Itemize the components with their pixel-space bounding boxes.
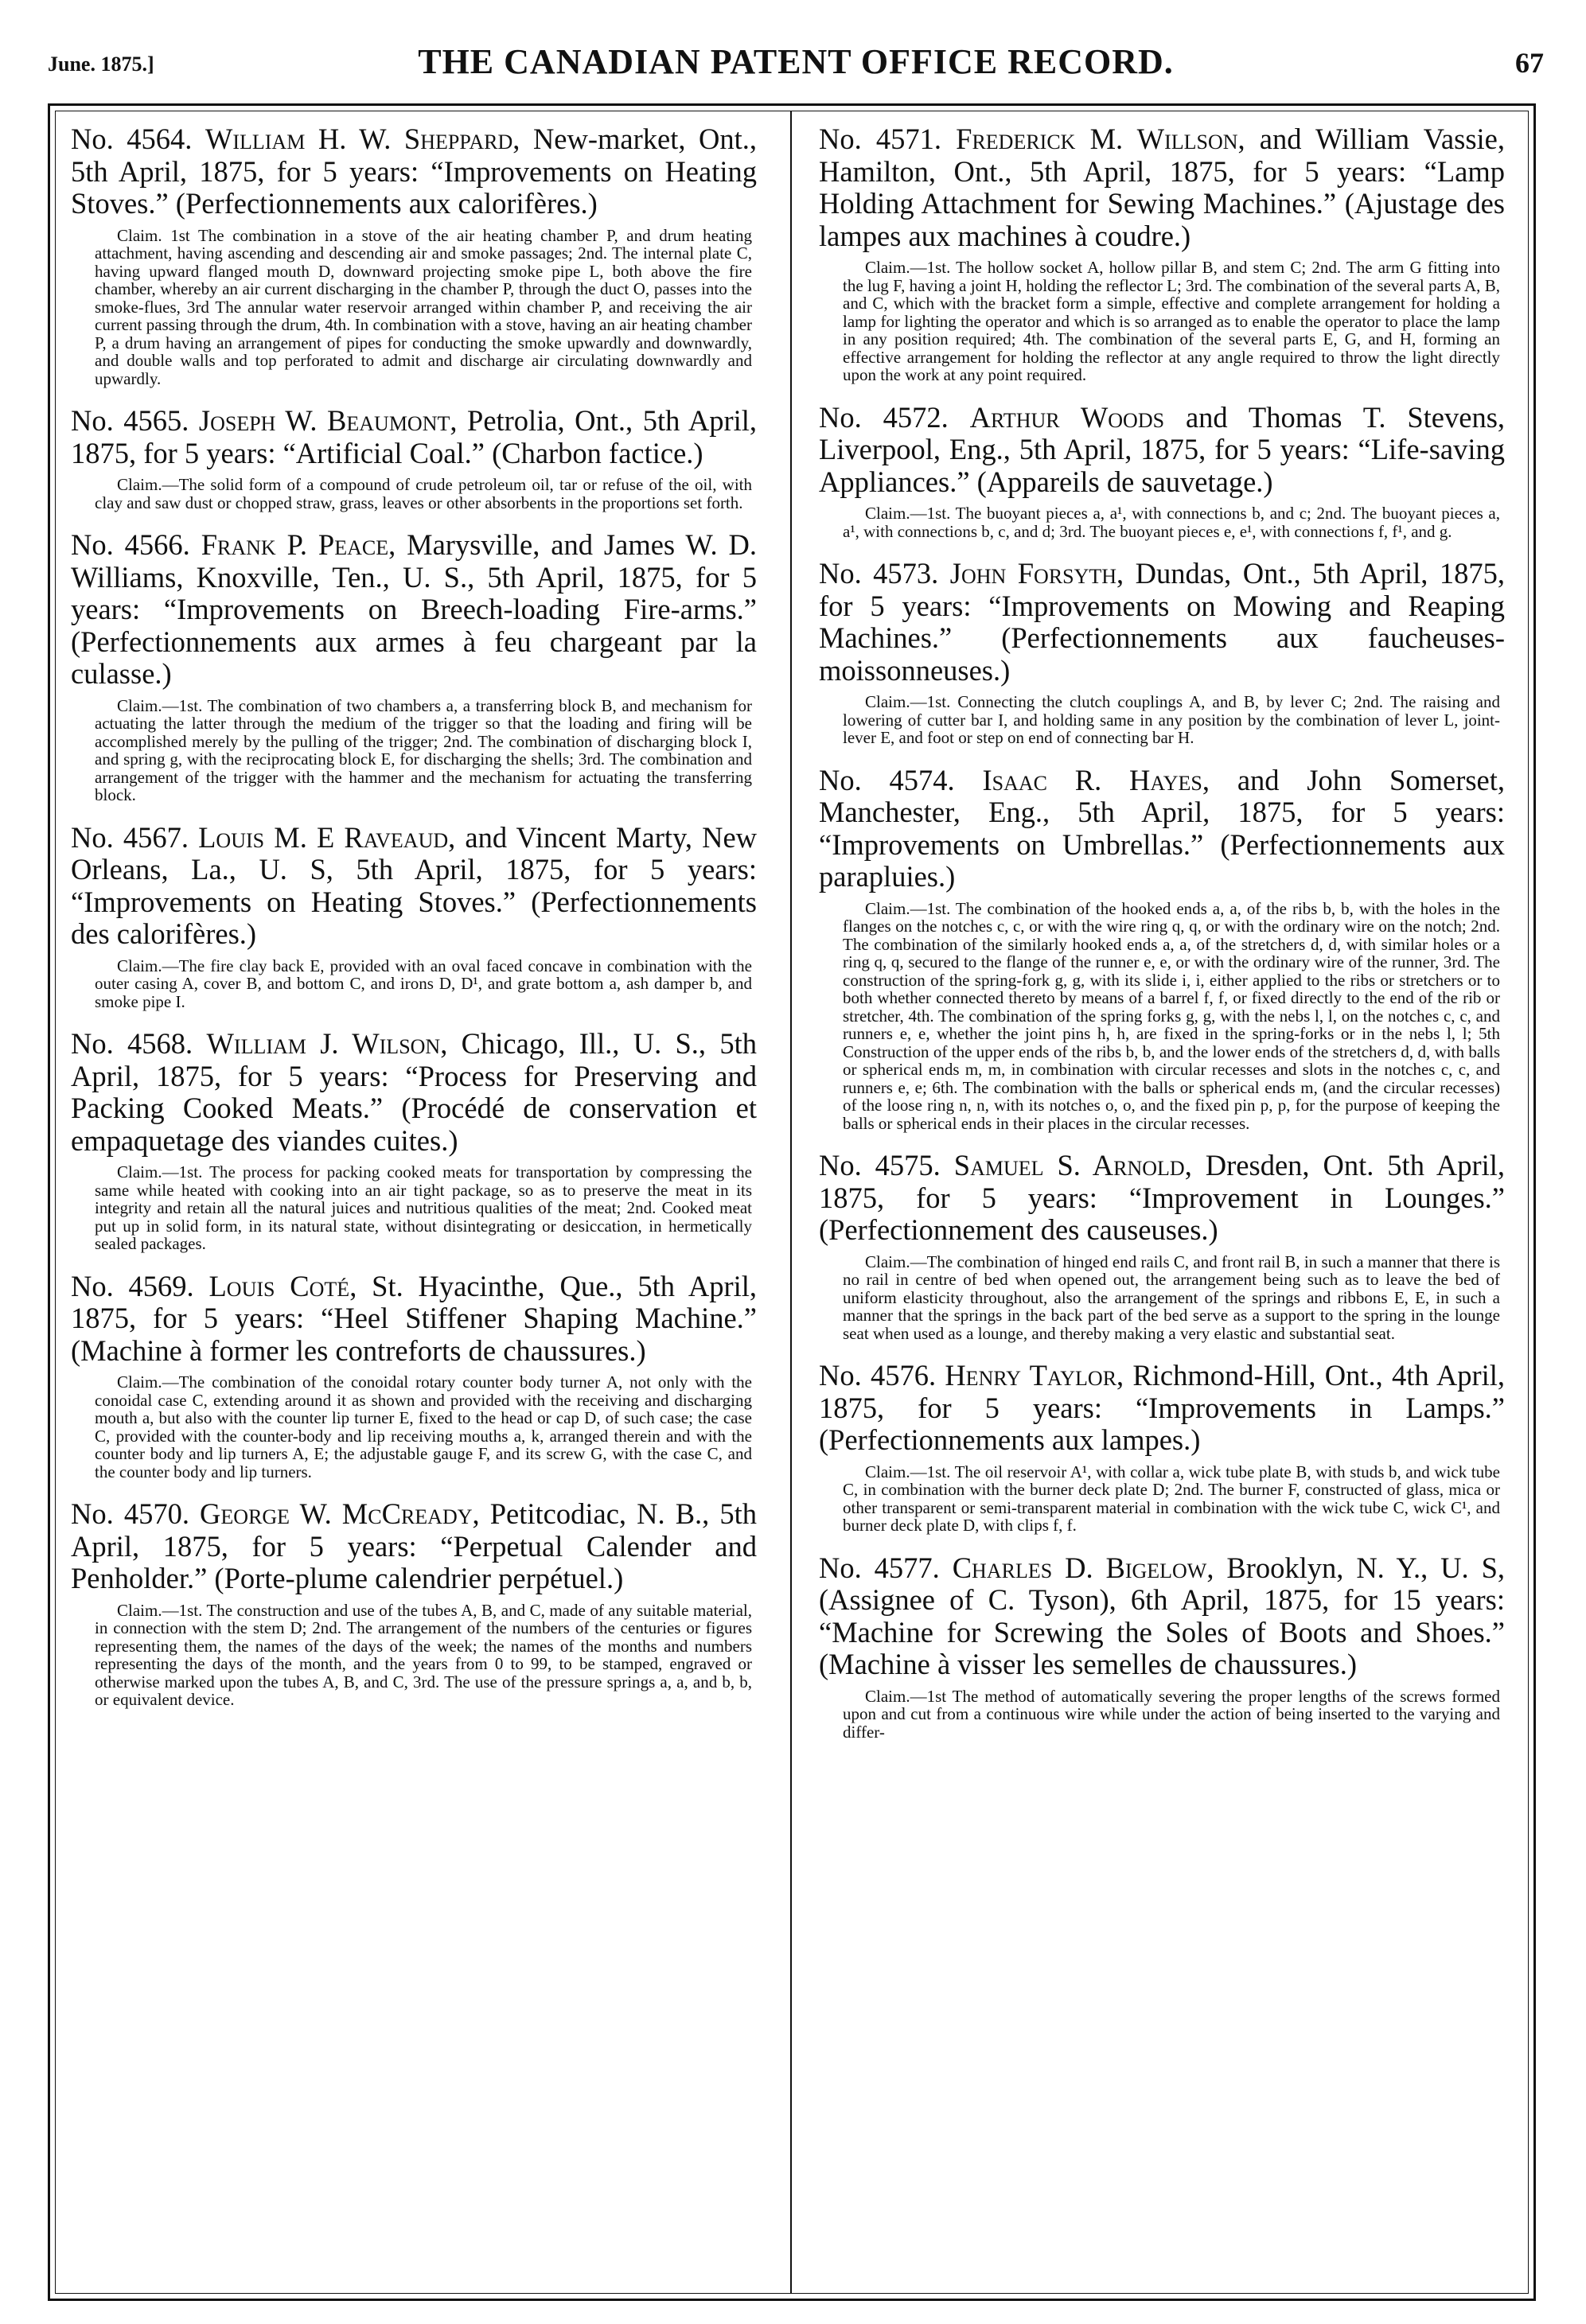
patent-description: Petitcodiac, N. B., 5th April, 1875, for 5 years: “Perpetual Calender and Penholder.” (Porte-plume calendrier perpétuel.) bbox=[71, 1497, 758, 1594]
patent-claim: Claim.—1st. The process for packing cooked meats for transportation by compressing the same while heated with cooking into an air tight package, so as to preserve the meat in its integrity and retain all the natural juices and nutritious qualities of the meat; 2nd. Cooked meat put up in solid form, in its natural state, without disintegrating or desiccation, in hermetically sealed packages. bbox=[95, 1162, 752, 1253]
patent-claim: Claim.—The combination of the conoidal rotary counter body turner A, not only with the conoidal case C, extending around it as shown and provided with the receiving and discharging mouth a, but also with the counter lip turner E, fixed to the head or cap D, of such case; the case C, provided with the counter-body and lip receiving mouths a, k, arranged therein and with the counter body and lip turners A, E; the adjustable gauge F, and its screw G, with the case C, and the counter body and lip turners. bbox=[95, 1372, 752, 1481]
patent-entry-4568 bbox=[71, 1028, 757, 1253]
patent-description: St. Hyacinthe, Que., 5th April, 1875, for 5 years: “Heel Stiffener Shaping Machine.” (Machine à former les contreforts de chaussures.) bbox=[71, 1269, 758, 1367]
patent-number: No. 4566. bbox=[71, 528, 190, 561]
patentee-names: William J. Wilson, bbox=[206, 1027, 448, 1060]
patent-description: Brooklyn, N. Y., U. S, (Assignee of C. Tyson), 6th April, 1875, for 15 years: “Machine for Screwing the Soles of Boots and Shoes.” (Machine à visser les semelles de chaussures.) bbox=[819, 1551, 1506, 1680]
patentee-names: Arthur Woods bbox=[969, 400, 1165, 434]
publication-title: THE CANADIAN PATENT OFFICE RECORD. bbox=[418, 42, 1174, 81]
issue-date: June. 1875.] bbox=[48, 53, 154, 76]
patent-entry-4577 bbox=[819, 1552, 1505, 1742]
patent-number: No. 4565. bbox=[71, 404, 189, 437]
patent-description: Dresden, Ont. 5th April, 1875, for 5 years: “Improvement in Lounges.” (Perfectionnement des causeuses.) bbox=[819, 1149, 1506, 1246]
patentee-names: William H. W. Sheppard, bbox=[205, 123, 520, 155]
patent-entry-4576 bbox=[819, 1360, 1505, 1535]
patent-claim: Claim.—The fire clay back E, provided with an oval faced concave in combination with the outer casing A, cover B, and bottom C, and irons D, D¹, and grate bottom a, ash damper b, and smoke pipe I. bbox=[95, 956, 752, 1011]
patent-heading bbox=[819, 123, 1505, 252]
patent-heading bbox=[71, 123, 757, 220]
patent-heading bbox=[71, 1498, 757, 1595]
patentee-names: Samuel S. Arnold, bbox=[953, 1149, 1192, 1181]
patent-description: Petrolia, Ont., 5th April, 1875, for 5 years: “Artificial Coal.” (Charbon factice.) bbox=[71, 404, 758, 469]
patentee-names: Joseph W. Beaumont, bbox=[198, 404, 458, 437]
patent-claim: Claim.—The solid form of a compound of crude petroleum oil, tar or refuse of the oil, with clay and saw dust or chopped straw, grass, leaves or other absorbents in the proportions set forth. bbox=[95, 475, 752, 512]
patentee-names: Charles D. Bigelow, bbox=[952, 1551, 1214, 1584]
patentee-names: John Forsyth, bbox=[949, 557, 1124, 590]
patent-entry-4565 bbox=[71, 405, 757, 512]
patent-number: No. 4575. bbox=[819, 1149, 941, 1181]
patent-description: New-market, Ont., 5th April, 1875, for 5 years: “Improvements on Heating Stoves.” (Perfectionnements aux calorifères.) bbox=[71, 123, 757, 220]
patent-description: Chicago, Ill., U. S., 5th April, 1875, for 5 years: “Process for Preserving and Packing Cooked Meats.” (Procédé de conservation et empaquetage des viandes cuites.) bbox=[71, 1027, 757, 1157]
patent-entry-4575 bbox=[819, 1150, 1505, 1342]
patent-heading bbox=[71, 1028, 757, 1157]
patent-number: No. 4572. bbox=[819, 400, 949, 434]
left-column bbox=[71, 123, 757, 1726]
patent-claim: Claim. 1st The combination in a stove of the air heating chamber P, and drum heating attachment, having ascending and descending air and smoke passages; 2nd. The internal plate C, having upward flanged mouth D, downward projecting smoke pipe L, both above the fire chamber, whereby an air current discharging in the chamber P, through the duct O, passes into the smoke-flues, 3rd The annular water reservoir arranged within chamber P, and receiving the air current passing through the drum, 4th. In combination with a stove, having an air heating chamber P, a drum having an arrangement of pipes for conducting the smoke upwardly and downwardly, and double walls and top perforated to admit and discharge air circulating downwardly and upwardly. bbox=[95, 225, 752, 388]
page-header bbox=[48, 41, 1544, 91]
patent-heading bbox=[819, 1552, 1505, 1681]
patent-heading bbox=[71, 1271, 757, 1368]
patent-heading bbox=[71, 822, 757, 951]
patent-entry-4571 bbox=[819, 123, 1505, 384]
patent-entry-4570 bbox=[71, 1498, 757, 1709]
patent-number: No. 4569. bbox=[71, 1269, 194, 1302]
patentee-names: Isaac R. Hayes, bbox=[982, 763, 1210, 796]
patentee-names: Louis Coté, bbox=[208, 1269, 357, 1302]
patent-number: No. 4573. bbox=[819, 557, 939, 590]
patent-number: No. 4564. bbox=[71, 123, 193, 155]
patent-number: No. 4568. bbox=[71, 1027, 193, 1060]
patent-description: and Thomas T. Stevens, Liverpool, Eng., 5th April, 1875, for 5 years: “Life-saving Appliances.” (Appareils de sauvetage.) bbox=[819, 400, 1506, 498]
patent-entry-4574 bbox=[819, 765, 1505, 1133]
page-number: 67 bbox=[1515, 47, 1544, 79]
patent-entry-4569 bbox=[71, 1271, 757, 1481]
patent-claim: Claim.—1st. The hollow socket A, hollow pillar B, and stem C; 2nd. The arm G fitting into the lug F, having a joint H, holding the reflector L; 3rd. The combination of the several parts A, B, and C, which with the bracket form a simple, effective and complete arrangement for holding a lamp for lighting the operator and which is so arranged as to enable the operator to place the lamp in any position required; 4th. The combination of the several parts E, G, and H, forming an effective arrangement for holding the reflector at any angle required to throw the light directly upon the work at any point required. bbox=[843, 258, 1500, 384]
patent-claim: Claim.—1st. The buoyant pieces a, a¹, with connections b, and c; 2nd. The buoyant pieces a, a¹, with connections b, c, and d; 3rd. The buoyant pieces e, e¹, with connections f, f¹, and g. bbox=[843, 504, 1500, 541]
right-column bbox=[819, 123, 1505, 1758]
patent-entry-4564 bbox=[71, 123, 757, 387]
patent-number: No. 4576. bbox=[819, 1359, 937, 1392]
patent-claim: Claim.—The combination of hinged end rails C, and front rail B, in such a manner that there is no rail in centre of bed when opened out, the arrangement being such as to leave the bed of uniform elasticity throughout, also the arrangement of the springs and ribbons E, E, in such a manner that the springs in the back part of the bed serve as a support to the spring in the lounge seat when used as a lounge, and thereby making a very elastic and substantial seat. bbox=[843, 1252, 1500, 1343]
patent-entry-4566 bbox=[71, 529, 757, 804]
column-divider bbox=[790, 111, 792, 2294]
patentee-names: George W. McCready, bbox=[200, 1497, 480, 1530]
patent-claim: Claim.—1st. Connecting the clutch couplings A, and B, by lever C; 2nd. The raising and lowering of cutter bar I, and holding same in any position by the combination of lever L, joint-lever E, and foot or step on end of connecting bar H. bbox=[843, 692, 1500, 747]
patent-heading bbox=[819, 558, 1505, 687]
page-frame bbox=[48, 103, 1536, 2301]
patent-number: No. 4570. bbox=[71, 1497, 189, 1530]
patent-description: and John Somerset, Manchester, Eng., 5th April, 1875, for 5 years: “Improvements on Umbrellas.” (Perfectionnements aux parapluies.) bbox=[819, 763, 1506, 893]
patent-heading bbox=[819, 1360, 1505, 1457]
patent-claim: Claim.—1st. The combination of two chambers a, a transferring block B, and mechanism for actuating the latter through the medium of the trigger so that the loading and firing will be accomplished merely by the pulling of the trigger; 2nd. The combination of discharging block I, and spring g, with the reciprocating block E, for discharging the shells; 3rd. The combination and arrangement of the trigger with the hammer and the mechanism for actuating the transferring block. bbox=[95, 695, 752, 804]
patentee-names: Henry Taylor, bbox=[945, 1359, 1124, 1392]
patent-number: No. 4571. bbox=[819, 123, 941, 155]
patent-description: Richmond-Hill, Ont., 4th April, 1875, for 5 years: “Improvements in Lamps.” (Perfectionnements aux lampes.) bbox=[819, 1359, 1506, 1456]
patent-heading bbox=[819, 1150, 1505, 1247]
patent-entry-4573 bbox=[819, 558, 1505, 747]
patent-entry-4572 bbox=[819, 402, 1505, 541]
patent-claim: Claim.—1st. The combination of the hooked ends a, a, of the ribs b, b, with the holes in the flanges on the notches c, c, or with the wire ring q, q, or with the ordinary wire on the notch; 2nd. The combination of the similarly hooked ends a, a, of the stretchers d, d, with similar holes or a ring q, q, secured to the flange of the runner e, e, or with the ordinary wire of the runner, 3rd. The construction of the spring-fork g, g, with its slide i, i, either applied to the ribs or stretchers or to both whether connected thereto by means of a barrel f, f, or fixed directly to the end of the rib or stretcher, 4th. The combination of the spring forks g, g, with the nebs l, l, on the notches c, c, and runners e, e, whether the joint pins h, h, are fixed in the spring-forks or in the nebs l, l; 5th Construction of the upper ends of the ribs b, b, and the lower ends of the stretchers d, d, with balls or spherical ends m, m, in combination with circular recesses and slots in the notches c, c, and runners e, e; 6th. The combination with the balls or spherical ends m, (and the circular recesses) of the loose ring n, n, with its notches o, o, and the fixed pin p, p, for the purpose of keeping the balls or spherical ends in their places in the circular recesses. bbox=[843, 898, 1500, 1133]
patent-claim: Claim.—1st. The oil reservoir A¹, with collar a, wick tube plate B, with studs b, and wick tube C, in combination with the burner deck plate D; 2nd. The burner F, constructed of glass, mica or other transparent or semi-transparent material in combination with the wick tube C, wick C¹, and burner deck plate D, with clips f, f. bbox=[843, 1462, 1500, 1535]
patent-number: No. 4577. bbox=[819, 1551, 940, 1584]
patent-entry-4567 bbox=[71, 822, 757, 1011]
patent-claim: Claim.—1st The method of automatically severing the proper lengths of the screws formed upon and cut from a continuous wire while under the action of being inserted to the varying and differ- bbox=[843, 1686, 1500, 1742]
patent-heading bbox=[71, 405, 757, 469]
patent-number: No. 4567. bbox=[71, 820, 189, 854]
patent-description: and William Vassie, Hamilton, Ont., 5th April, 1875, for 5 years: “Lamp Holding Attachment for Sewing Machines.” (Ajustage des lampes aux machines à coudre.) bbox=[819, 123, 1505, 252]
patent-heading bbox=[819, 402, 1505, 499]
patent-heading bbox=[819, 765, 1505, 893]
patent-claim: Claim.—1st. The construction and use of the tubes A, B, and C, made of any suitable material, in connection with the stem D; 2nd. The arrangement of the numbers of the centuries or figures representing them, the names of the days of the week; the names of the months and numbers representing the days of the month, and the years from 0 to 99, to be stamped, engraved or otherwise marked upon the tubes A, B, and C, 3rd. The use of the pressure springs a, a, and b, b, or equivalent device. bbox=[95, 1600, 752, 1709]
patent-heading bbox=[71, 529, 757, 691]
patentee-names: Louis M. E Raveaud, bbox=[198, 820, 456, 854]
patent-number: No. 4574. bbox=[819, 763, 955, 796]
patent-description: and Vincent Marty, New Orleans, La., U. S, 5th April, 1875, for 5 years: “Improvements on Heating Stoves.” (Perfectionnements des calorifères.) bbox=[71, 820, 758, 950]
patent-description: Dundas, Ont., 5th April, 1875, for 5 years: “Improvements on Mowing and Reaping Machines.” (Perfectionnements aux faucheuses-moissonneuses.) bbox=[819, 557, 1505, 687]
patentee-names: Frank P. Peace, bbox=[201, 528, 396, 561]
patent-description: Marysville, and James W. D. Williams, Knoxville, Ten., U. S., 5th April, 1875, for 5 years: “Improvements on Breech-loading Fire-arms.” (Perfectionnements aux armes à feu chargeant par la culasse.) bbox=[71, 528, 758, 690]
patentee-names: Frederick M. Willson, bbox=[956, 123, 1245, 155]
